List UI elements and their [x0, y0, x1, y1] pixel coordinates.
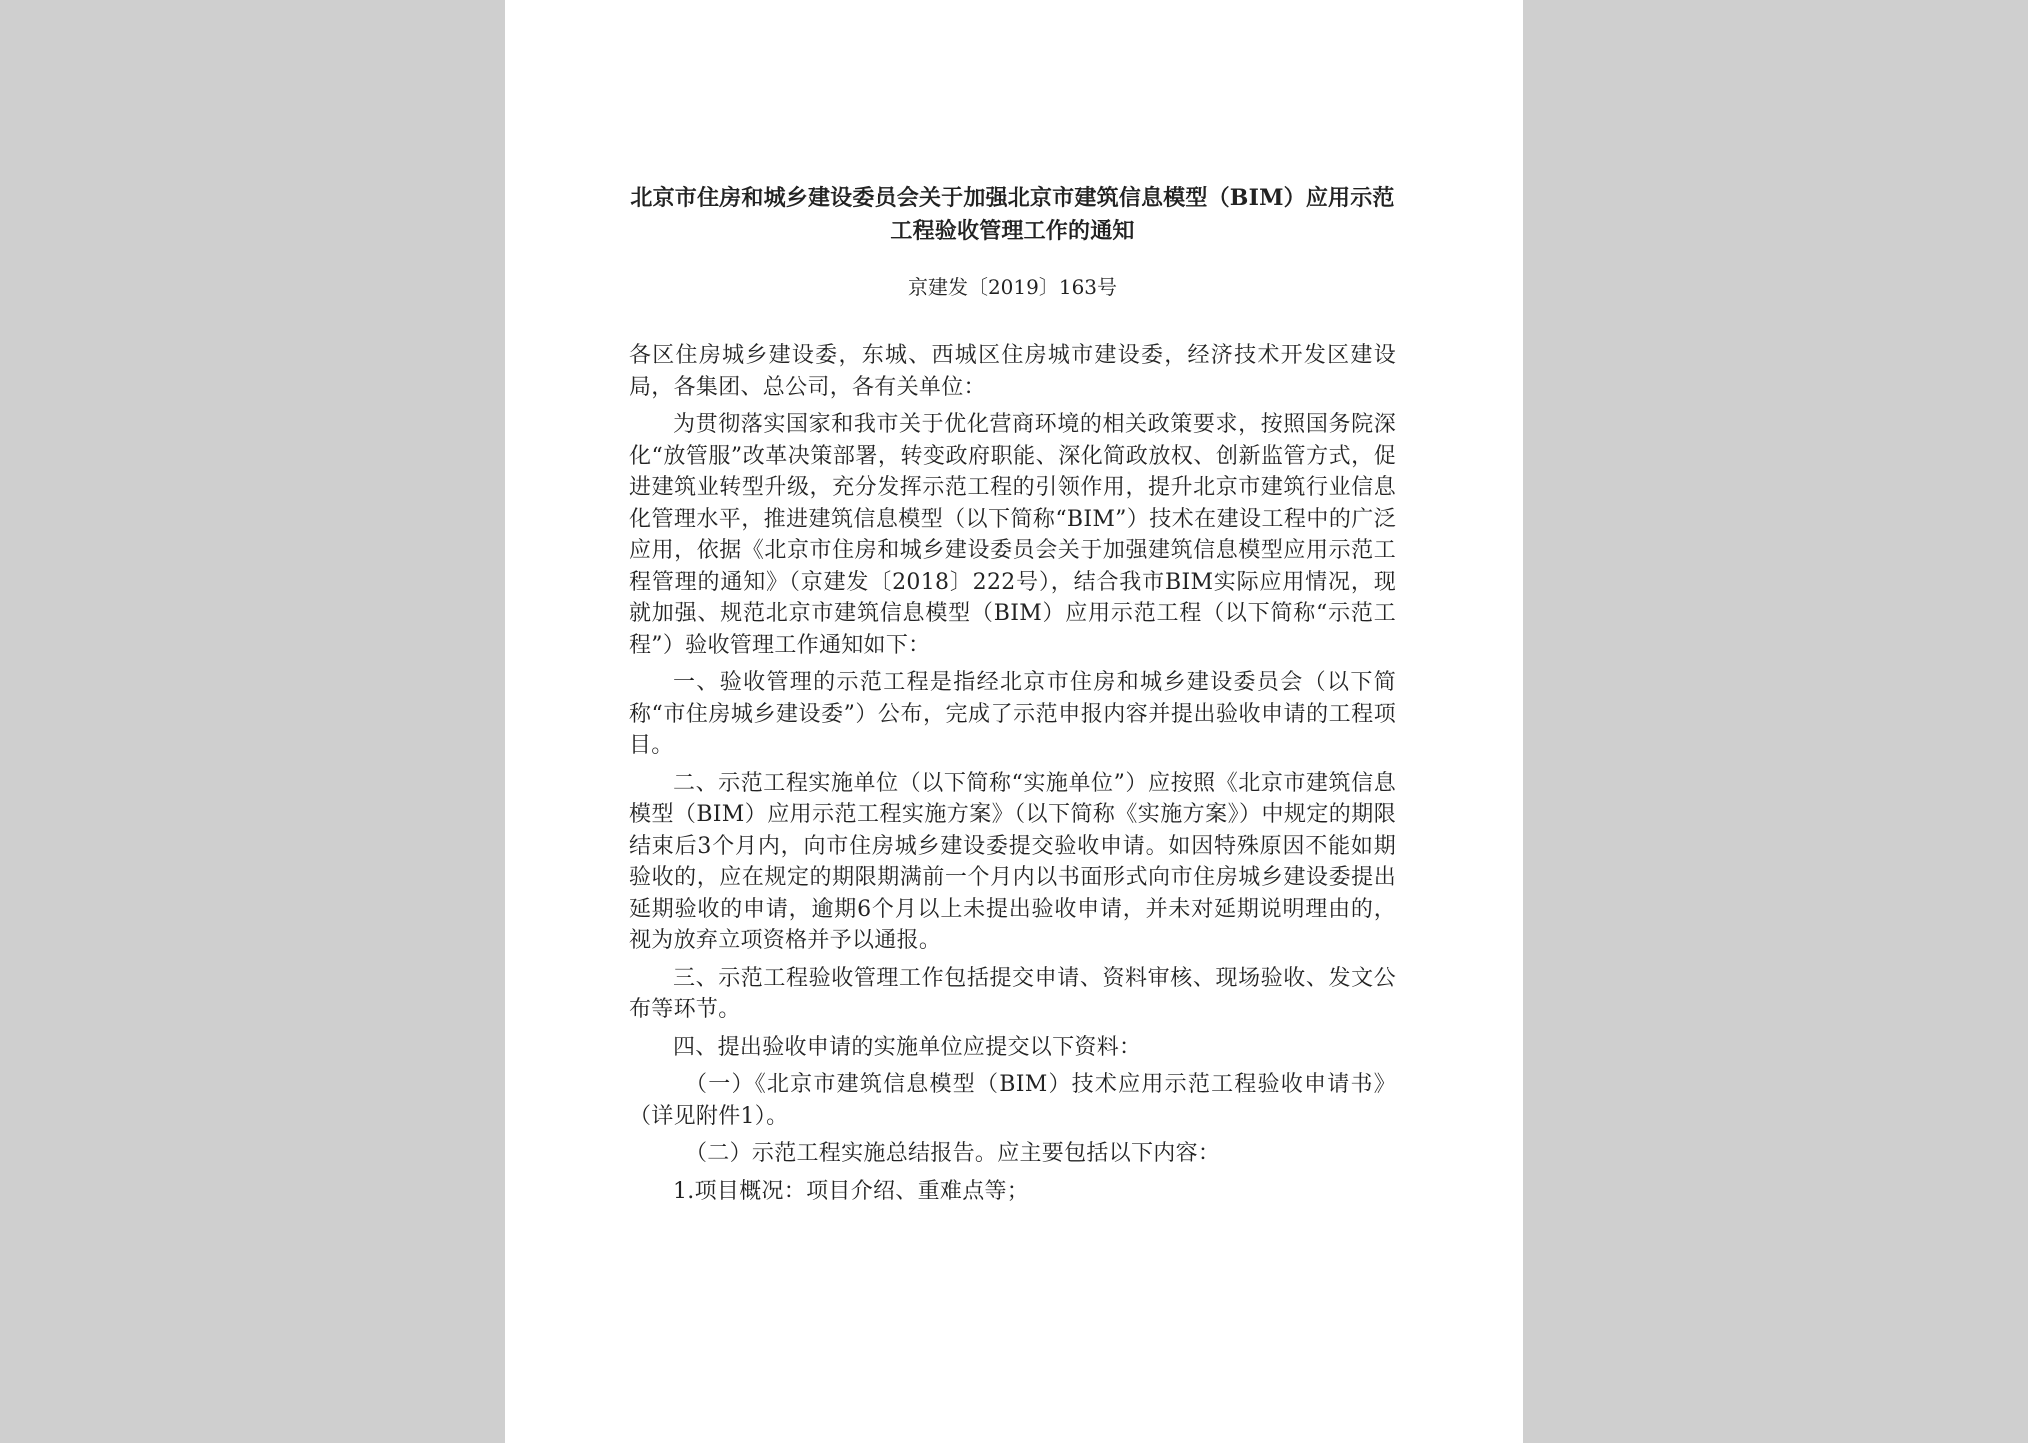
- item-4-2-1-paragraph: 1.项目概况：项目介绍、重难点等；: [673, 1178, 1030, 1204]
- item-1-paragraph: 一、验收管理的示范工程是指经北京市住房和城乡建设委员会（以下简称“市住房城乡建设委”）公布，完成了示范申报内容并提出验收申请的工程项目。: [629, 670, 1396, 758]
- document-number: 京建发〔2019〕163号: [907, 275, 1118, 299]
- document-body: [629, 340, 1396, 1207]
- item-3-paragraph: 三、示范工程验收管理工作包括提交申请、资料审核、现场验收、发文公布等环节。: [629, 965, 1396, 1022]
- item-2-paragraph: 二、示范工程实施单位（以下简称“实施单位”）应按照《北京市建筑信息模型（BIM）应用示范工程实施方案》（以下简称《实施方案》）中规定的期限结束后3个月内，向市住房城乡建设委提交验收申请。如因特殊原因不能如期验收的，应在规定的期限期满前一个月内以书面形式向市住房城乡建设委提出延期验收的申请，逾期6个月以上未提出验收申请，并未对延期说明理由的，视为放弃立项资格并予以通报。: [629, 770, 1396, 953]
- addressee-paragraph: 各区住房城乡建设委，东城、西城区住房城市建设委，经济技术开发区建设局，各集团、总公司，各有关单位：: [629, 343, 1396, 400]
- document-title: 北京市住房和城乡建设委员会关于加强北京市建筑信息模型（BIM）应用示范工程验收管理工作的通知: [630, 185, 1395, 244]
- item-4-1-paragraph: （一）《北京市建筑信息模型（BIM）技术应用示范工程验收申请书》（详见附件1）。: [629, 1072, 1396, 1129]
- item-4-2-paragraph: （二）示范工程实施总结报告。应主要包括以下内容：: [685, 1141, 1221, 1166]
- item-4-paragraph: 四、提出验收申请的实施单位应提交以下资料：: [673, 1034, 1142, 1060]
- document-page: [505, 0, 1523, 1443]
- intro-paragraph: 为贯彻落实国家和我市关于优化营商环境的相关政策要求，按照国务院深化“放管服”改革决策部署，转变政府职能、深化简政放权、创新监管方式，促进建筑业转型升级，充分发挥示范工程的引领作用，提升北京市建筑行业信息化管理水平，推进建筑信息模型（以下简称“BIM”）技术在建设工程中的广泛应用，依据《北京市住房和城乡建设委员会关于加强建筑信息模型应用示范工程管理的通知》（京建发〔2018〕222号），结合我市BIM实际应用情况，现就加强、规范北京市建筑信息模型（BIM）应用示范工程（以下简称“示范工程”）验收管理工作通知如下：: [629, 412, 1396, 658]
